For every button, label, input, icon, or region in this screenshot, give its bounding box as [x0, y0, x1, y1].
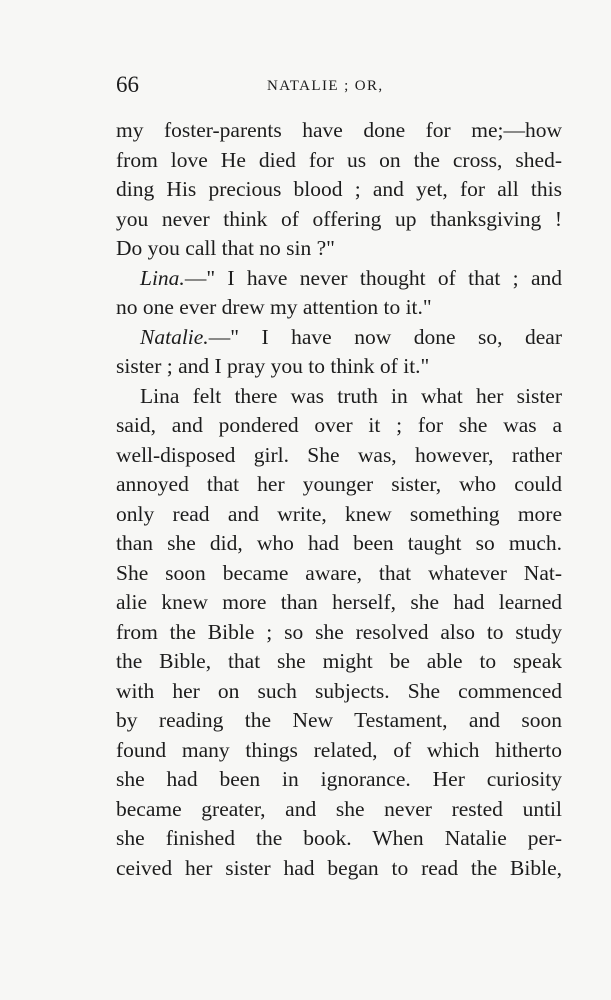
- body-text: [116, 116, 562, 883]
- text-line: [116, 824, 562, 854]
- text-line: [116, 706, 562, 736]
- text-line: [116, 677, 562, 707]
- line-text: from the Bible ; so she resolved also to study: [116, 619, 562, 644]
- text-line: [116, 205, 562, 235]
- line-text: with her on such subjects. She commenced: [116, 678, 562, 703]
- text-line: [116, 559, 562, 589]
- line-text: she finished the book. When Natalie per-: [116, 826, 562, 850]
- page-number: 66: [116, 72, 139, 97]
- line-text: She soon became aware, that whatever Nat-: [116, 560, 562, 585]
- text-line: [116, 175, 562, 205]
- line-text: —" I have never thought of that ; and: [184, 265, 562, 290]
- text-line: [116, 441, 562, 471]
- line-text: no one ever drew my attention to it.": [116, 295, 432, 319]
- line-text: well-disposed girl. She was, however, rather: [116, 442, 562, 467]
- running-head: NATALIE ; OR,: [267, 78, 384, 94]
- text-line: [116, 352, 562, 382]
- line-text: became greater, and she never rested until: [116, 796, 562, 821]
- line-text: found many things related, of which hitherto: [116, 737, 562, 762]
- text-line: [116, 736, 562, 766]
- text-line: [116, 647, 562, 677]
- text-line: [116, 529, 562, 559]
- line-text: only read and write, knew something more: [116, 501, 562, 526]
- text-line: [116, 234, 562, 264]
- line-text: said, and pondered over it ; for she was a: [116, 413, 562, 437]
- dialogue-line: [116, 264, 562, 294]
- line-text: by reading the New Testament, and soon: [116, 708, 562, 732]
- text-line: [116, 588, 562, 618]
- line-text: ceived her sister had began to read the Bible,: [116, 855, 562, 880]
- text-line: [116, 765, 562, 795]
- text-line: [116, 500, 562, 530]
- line-text: the Bible, that she might be able to speak: [116, 649, 562, 673]
- line-text: she had been in ignorance. Her curiosity: [116, 767, 562, 791]
- line-text: you never think of offering up thanksgiving !: [116, 206, 562, 231]
- page-header: [116, 72, 562, 106]
- line-text: my foster-parents have done for me;—how: [116, 118, 562, 142]
- text-line: [116, 293, 562, 323]
- line-text: alie knew more than herself, she had learned: [116, 590, 562, 614]
- speaker-name: Lina.: [140, 265, 185, 290]
- text-line: [116, 146, 562, 176]
- paragraph-start-line: [116, 382, 562, 412]
- dialogue-line: [116, 323, 562, 353]
- line-text: Do you call that no sin ?": [116, 236, 335, 260]
- text-line: [116, 795, 562, 825]
- text-line: [116, 470, 562, 500]
- line-text: than she did, who had been taught so much.: [116, 531, 562, 555]
- text-line: [116, 618, 562, 648]
- text-line: [116, 116, 562, 146]
- line-text: sister ; and I pray you to think of it.": [116, 354, 430, 378]
- speaker-name: Natalie.: [140, 324, 209, 349]
- line-text: from love He died for us on the cross, shed-: [116, 147, 562, 172]
- text-line: [116, 854, 562, 884]
- line-text: ding His precious blood ; and yet, for all this: [116, 177, 562, 201]
- line-text: annoyed that her younger sister, who could: [116, 472, 562, 496]
- line-text: Lina felt there was truth in what her sister: [140, 383, 562, 408]
- line-text: —" I have now done so, dear: [208, 324, 562, 349]
- text-line: [116, 411, 562, 441]
